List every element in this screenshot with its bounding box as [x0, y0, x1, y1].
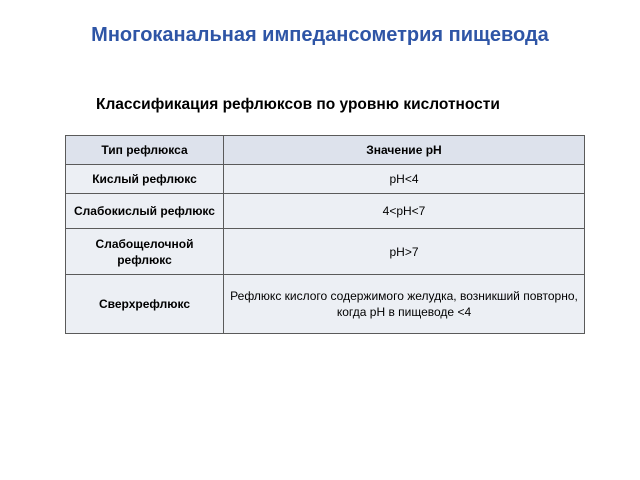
table-row: [66, 229, 585, 275]
ph-value-cell: pH>7: [224, 229, 585, 275]
ph-value-cell: 4<pH<7: [224, 194, 585, 229]
reflux-type-cell: Слабокислый рефлюкс: [66, 194, 224, 229]
table-row: [66, 275, 585, 334]
table-row: [66, 194, 585, 229]
ph-value-cell: pH<4: [224, 165, 585, 194]
reflux-type-cell: Сверхрефлюкс: [66, 275, 224, 334]
header-reflux-type: Тип рефлюкса: [66, 136, 224, 165]
table-row: [66, 165, 585, 194]
reflux-classification-table: [65, 135, 585, 334]
slide-title: Многоканальная импедансометрия пищевода: [91, 24, 549, 46]
reflux-type-cell: Слабощелочной рефлюкс: [66, 229, 224, 275]
slide-subtitle: Классификация рефлюксов по уровню кислотности: [96, 96, 500, 113]
reflux-type-cell: Кислый рефлюкс: [66, 165, 224, 194]
header-ph-value: Значение pH: [224, 136, 585, 165]
ph-value-cell: Рефлюкс кислого содержимого желудка, возникший повторно, когда pH в пищеводе <4: [224, 275, 585, 334]
table-header-row: [66, 136, 585, 165]
